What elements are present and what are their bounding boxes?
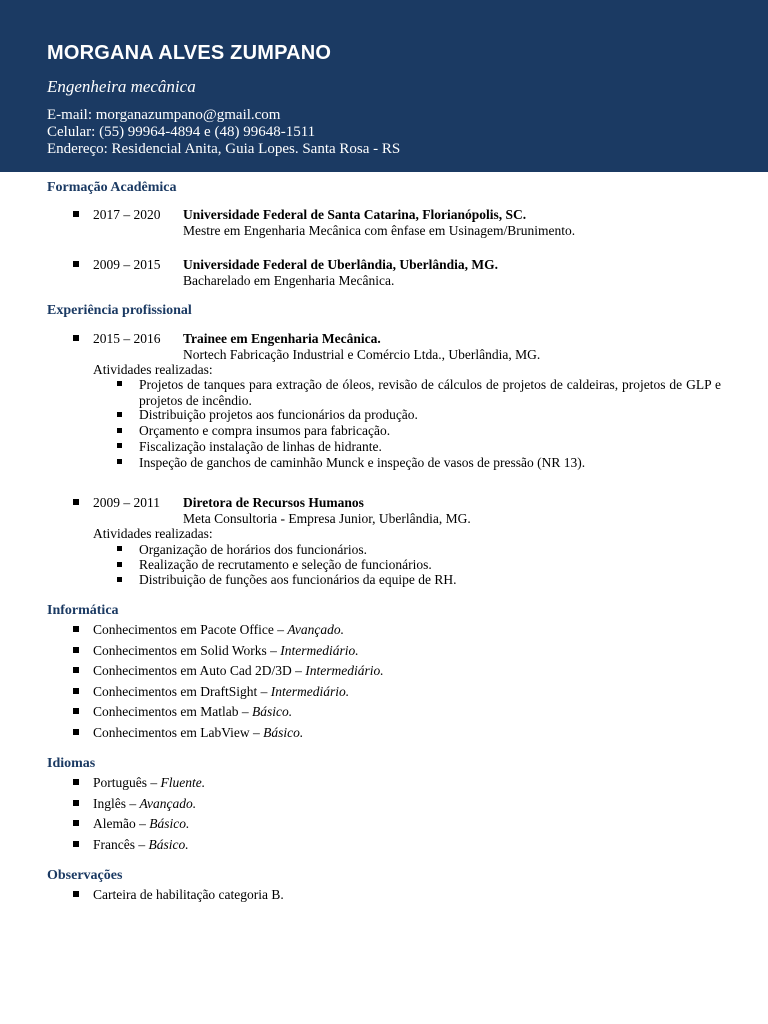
bullet-icon xyxy=(73,647,79,653)
bullet-icon xyxy=(117,562,122,567)
contact-phone: Celular: (55) 99964-4894 e (48) 99648-1511 xyxy=(47,124,316,140)
skill-item: Conhecimentos em DraftSight – Intermediário. xyxy=(93,684,350,699)
education-years: 2017 – 2020 xyxy=(93,207,161,222)
bullet-icon xyxy=(73,688,79,694)
activity-item: Distribuição projetos aos funcionários da produção. xyxy=(139,407,418,422)
activity-item: Organização de horários dos funcionários. xyxy=(139,542,368,557)
bullet-icon xyxy=(117,577,122,582)
contact-email: E-mail: morganazumpano@gmail.com xyxy=(47,107,281,123)
experience-years: 2009 – 2011 xyxy=(93,495,160,510)
education-degree: Bacharelado em Engenharia Mecânica. xyxy=(183,273,395,288)
activity-item: Realização de recrutamento e seleção de funcionários. xyxy=(139,557,432,572)
bullet-icon xyxy=(117,428,122,433)
activity-item: Orçamento e compra insumos para fabricação. xyxy=(139,423,391,438)
language-item: Português – Fluente. xyxy=(93,775,206,790)
bullet-icon xyxy=(117,412,122,417)
skill-item: Conhecimentos em LabView – Básico. xyxy=(93,725,304,740)
activity-item: Projetos de tanques para extração de óleos, revisão de cálculos de projetos de caldeiras, projetos de GLP e projetos de incêndio. xyxy=(139,377,721,408)
skill-level: Básico. xyxy=(263,725,304,740)
bullet-icon xyxy=(73,729,79,735)
skill-level: Básico. xyxy=(251,704,293,719)
bullet-icon xyxy=(117,381,122,386)
skill-item: Conhecimentos em Auto Cad 2D/3D – Intermediário. xyxy=(93,663,384,678)
education-years: 2009 – 2015 xyxy=(93,257,161,272)
experience-position: Diretora de Recursos Humanos xyxy=(183,495,364,510)
bullet-icon xyxy=(73,499,79,505)
bullet-icon xyxy=(73,667,79,673)
candidate-name: MORGANA ALVES ZUMPANO xyxy=(47,42,332,64)
education-school: Universidade Federal de Santa Catarina, Florianópolis, SC. xyxy=(183,207,527,222)
languages-title: Idiomas xyxy=(47,756,96,771)
resume-header xyxy=(0,0,768,172)
language-item: Francês – Básico. xyxy=(93,837,189,852)
experience-company: Meta Consultoria - Empresa Junior, Uberlândia, MG. xyxy=(183,511,471,526)
bullet-icon xyxy=(73,335,79,341)
contact-address: Endereço: Residencial Anita, Guia Lopes. Santa Rosa - RS xyxy=(47,141,401,157)
skill-item: Conhecimentos em Pacote Office – Avançado. xyxy=(93,622,344,637)
bullet-icon xyxy=(73,211,79,217)
activity-item: Distribuição de funções aos funcionários da equipe de RH. xyxy=(139,572,457,587)
bullet-icon xyxy=(73,626,79,632)
language-level: Básico. xyxy=(149,816,190,831)
bullet-icon xyxy=(73,820,79,826)
bullet-icon xyxy=(117,546,122,551)
language-item: Alemão – Básico. xyxy=(93,816,190,831)
activities-label: Atividades realizadas: xyxy=(93,362,213,377)
bullet-icon xyxy=(73,779,79,785)
bullet-icon xyxy=(73,891,79,897)
bullet-icon xyxy=(117,443,122,448)
skill-level: Avançado. xyxy=(287,622,344,637)
skill-level: Intermediário. xyxy=(280,643,359,658)
skill-level: Intermediário. xyxy=(270,684,350,699)
language-level: Avançado. xyxy=(139,796,197,811)
activity-item: Fiscalização instalação de linhas de hidrante. xyxy=(139,439,382,454)
experience-title: Experiência profissional xyxy=(47,303,192,318)
note-item: Carteira de habilitação categoria B. xyxy=(93,887,284,902)
activity-item: Inspeção de ganchos de caminhão Munck e inspeção de vasos de pressão (NR 13). xyxy=(139,455,586,470)
bullet-icon xyxy=(73,261,79,267)
skill-item: Conhecimentos em Matlab – Básico. xyxy=(93,704,293,719)
activities-label: Atividades realizadas: xyxy=(93,526,213,541)
computing-title: Informática xyxy=(47,603,119,618)
experience-company: Nortech Fabricação Industrial e Comércio Ltda., Uberlândia, MG. xyxy=(183,347,541,362)
bullet-icon xyxy=(73,708,79,714)
bullet-icon xyxy=(73,800,79,806)
bullet-icon xyxy=(117,459,122,464)
language-level: Básico. xyxy=(148,837,189,852)
experience-years: 2015 – 2016 xyxy=(93,331,161,346)
bullet-icon xyxy=(73,841,79,847)
education-school: Universidade Federal de Uberlândia, Uberlândia, MG. xyxy=(183,257,498,272)
language-item: Inglês – Avançado. xyxy=(93,796,197,811)
language-level: Fluente. xyxy=(160,775,206,790)
experience-position: Trainee em Engenharia Mecânica. xyxy=(183,331,381,346)
candidate-role: Engenheira mecânica xyxy=(47,77,196,96)
education-title: Formação Acadêmica xyxy=(47,180,177,195)
skill-level: Intermediário. xyxy=(305,663,384,678)
education-degree: Mestre em Engenharia Mecânica com ênfase em Usinagem/Brunimento. xyxy=(183,223,576,238)
notes-title: Observações xyxy=(47,868,123,883)
skill-item: Conhecimentos em Solid Works – Intermediário. xyxy=(93,643,359,658)
